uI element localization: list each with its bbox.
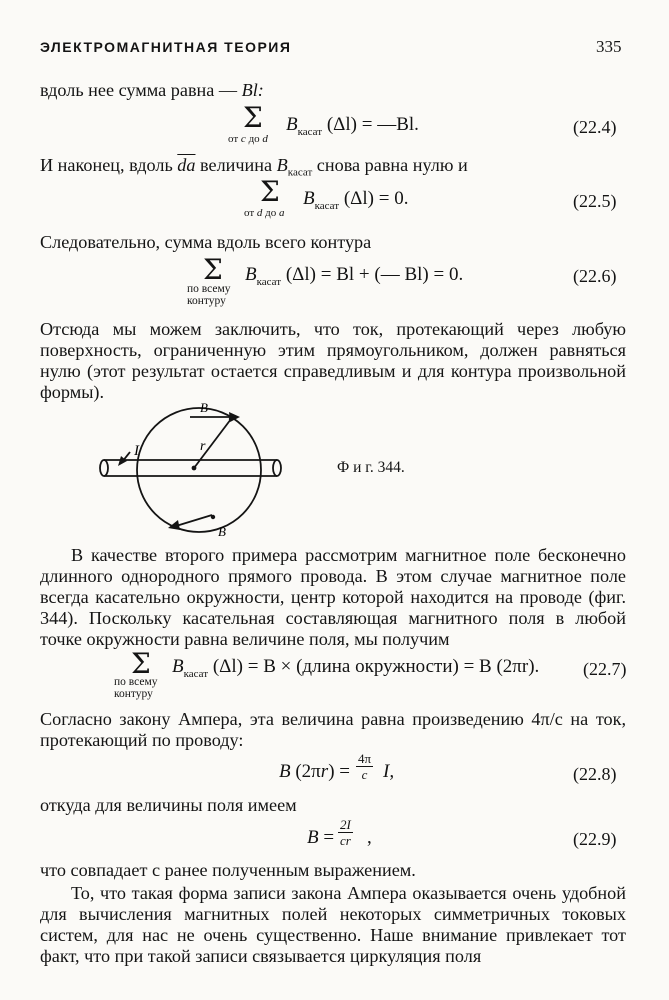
sum-limits [244,207,285,219]
equation-number: (22.5) [573,191,617,211]
segment-da: $\overline{da}$ [177,155,196,175]
equation-body [172,656,539,680]
page-number: 335 [596,37,622,56]
label-B-top: B [200,400,208,415]
label-r: r [200,439,206,454]
sum-limits [228,133,268,145]
var-I: I, [383,761,395,782]
sum-limit-line-1: по всему [187,283,231,295]
circle-point-top [229,417,233,421]
var-B: B [303,188,315,209]
equation-body [286,114,419,138]
sum-limit-line-2: контуру [187,295,226,307]
text: снова равна нулю и [312,155,468,175]
fraction-denominator: cr [340,833,351,848]
sum-limit-var: d [256,207,263,219]
text: величина [195,155,277,175]
equation-rhs: , [367,827,372,848]
equation-number: (22.7) [583,659,627,679]
equation-lhs: B (2πr) = [279,761,350,782]
equation-lhs: B = [307,827,335,848]
text-line-whence: откуда для величины поля имеем [40,795,297,815]
sum-limit-text: от [244,207,257,219]
text-line-therefore: Следовательно, сумма вдоль всего контура [40,232,372,252]
text-line-finally [40,156,468,179]
text: И наконец, вдоль [40,155,178,175]
var-B: B [276,155,288,175]
equation-rhs [383,761,394,783]
sum-symbol: Σ [243,101,263,134]
fraction-4pi-over-c [356,752,373,782]
paragraph-2: В качестве второго примера рассмотрим магнитное поле бесконечно длинного однородного прямого провода. В этом случае магнитное поле всегда касательно окружности, центр которой находится на проводе (фиг. 344). Поскольку касательная составляющая магнитного поля в любой точке окружности равна величине поля, мы получим [40,545,626,649]
fraction-numerator: 2I [340,817,351,832]
sum-limit-line-2: контуру [114,688,153,700]
label-B-bottom: B [218,524,226,539]
subscript-kasat: касат [287,166,313,179]
fraction-2I-over-cr [338,818,353,848]
arrow-B-bottom [176,515,212,526]
sum-limit-text: до [262,207,280,219]
var-B: B [286,114,298,135]
var-B: B [245,264,257,285]
circle-point-bottom [211,515,215,519]
subscript-kasat: касат [183,667,209,680]
equation-body [245,264,463,288]
sum-symbol: Σ [131,647,151,680]
subscript-kasat: касат [314,199,340,212]
fraction-denominator: c [361,767,368,782]
equation-rest: (Δl) = —Bl. [326,114,419,135]
fraction-numerator: 4π [358,751,372,766]
wire-center-dot [192,466,197,471]
var-B: B [172,656,184,677]
sum-limit-var: a [279,207,285,219]
sum-limit-text: до [245,133,263,145]
wire-right-end [273,460,281,476]
sum-limit-var: d [262,133,268,145]
paragraph-4: То, что такая форма записи закона Ампера оказывается очень удобной для вычисления магнитных полей некоторых симметричных токовых систем, для нас не очень существенно. Наше внимание привлекает тот факт, что при такой записи связывается циркуляция поля [40,883,626,966]
running-header: ЭЛЕКТРОМАГНИТНАЯ ТЕОРИЯ [40,39,292,55]
circle-contour [137,408,261,532]
figure-caption: Ф и г. 344. [337,459,405,476]
equation-number: (22.6) [573,266,617,286]
intro-text: вдоль нее сумма равна — [40,80,242,100]
equation-number: (22.9) [573,829,617,849]
sum-limit-var: c [240,133,246,145]
sum-symbol: Σ [203,253,223,286]
sum-limit-text: от [228,133,241,145]
text-line-intro [40,81,264,99]
equation-number: (22.4) [573,117,617,137]
equation-number: (22.8) [573,764,617,784]
equation-rest: (Δl) = Bl + (— Bl) = 0. [285,264,464,285]
wire-left-end [100,460,108,476]
equation-body [303,188,408,212]
intro-math: Bl: [241,80,264,100]
subscript-kasat: касат [297,125,323,138]
paragraph-3: Согласно закону Ампера, эта величина равна произведению 4π/c на ток, протекающий по проводу: [40,709,626,750]
text-line-coincides: что совпадает с ранее полученным выражением. [40,860,416,880]
subscript-kasat: касат [256,275,282,288]
sum-limit-line-1: по всему [114,676,158,688]
equation-rest: (Δl) = 0. [343,188,409,209]
sum-symbol: Σ [260,175,280,208]
equation-rest: (Δl) = B × (длина окружности) = B (2πr). [212,656,540,677]
label-I: I [134,443,139,459]
paragraph-1: Отсюда мы можем заключить, что ток, протекающий через любую поверхность, ограниченную этим прямоугольником, должен равняться нулю (этот результат остается справедливым и для контура произвольной формы). [40,319,626,402]
